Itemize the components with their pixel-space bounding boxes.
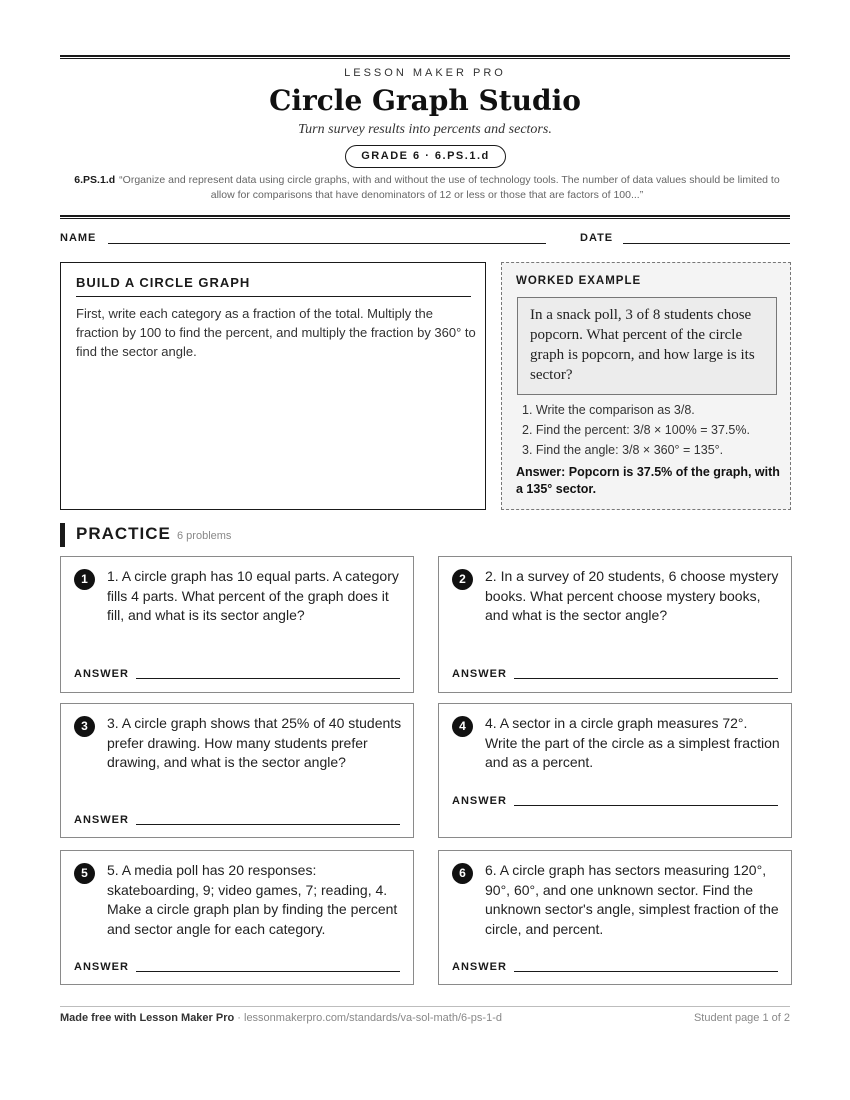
answer-line[interactable] xyxy=(514,971,778,972)
problem-number-badge: 5 xyxy=(74,863,95,884)
problem-card-4 xyxy=(438,703,792,838)
page-title: Circle Graph Studio xyxy=(269,84,581,117)
answer-label: ANSWER xyxy=(74,668,129,680)
answer-label: ANSWER xyxy=(452,795,507,807)
build-title: BUILD A CIRCLE GRAPH xyxy=(76,275,251,290)
standard-code: 6.PS.1.d xyxy=(74,174,116,186)
build-title-underline xyxy=(76,296,471,297)
grade-badge: GRADE 6 · 6.PS.1.d xyxy=(345,145,506,168)
date-label: DATE xyxy=(580,232,614,244)
problem-number-badge: 2 xyxy=(452,569,473,590)
practice-count: 6 problems xyxy=(177,530,232,542)
brand-name: LESSON MAKER PRO xyxy=(344,67,506,79)
problem-text: 6. A circle graph has sectors measuring 120°, 90°, 60°, and one unknown sector. Find the unknown sector's angle, simplest fraction of the circle, and percent. xyxy=(485,862,779,937)
answer-label: ANSWER xyxy=(452,668,507,680)
practice-title: PRACTICE xyxy=(76,524,171,543)
worked-example-step: 1. Write the comparison as 3/8. xyxy=(522,403,695,417)
build-circle-graph-panel xyxy=(60,262,486,510)
answer-line[interactable] xyxy=(514,678,778,679)
footer-rule xyxy=(60,1006,790,1007)
practice-accent-bar xyxy=(60,523,65,547)
name-field[interactable] xyxy=(108,243,546,244)
problem-number-badge: 1 xyxy=(74,569,95,590)
page-subtitle: Turn survey results into percents and sectors. xyxy=(298,122,552,137)
problem-number-badge: 6 xyxy=(452,863,473,884)
answer-label: ANSWER xyxy=(452,961,507,973)
name-label: NAME xyxy=(60,232,97,244)
answer-line[interactable] xyxy=(136,824,400,825)
problem-text: 3. A circle graph shows that 25% of 40 students prefer drawing. How many students prefer drawing, and what is the sector angle? xyxy=(107,715,402,770)
problem-text: 2. In a survey of 20 students, 6 choose mystery books. What percent choose mystery books, and what is the sector angle? xyxy=(485,568,779,623)
date-field[interactable] xyxy=(623,243,790,244)
worked-example-panel xyxy=(501,262,791,510)
worked-example-answer: Answer: Popcorn is 37.5% of the graph, with a 135° sector. xyxy=(516,465,780,496)
build-instructions: First, write each category as a fraction of the total. Multiply the fraction by 100 to find the percent, and multiply the fraction by 360° to find the sector angle. xyxy=(76,306,476,359)
worked-example-steps xyxy=(522,400,787,460)
problem-card-2 xyxy=(438,556,792,693)
footer-url[interactable]: · lessonmakerpro.com/standards/va-sol-math/6-ps-1-d xyxy=(237,1012,502,1024)
top-rule xyxy=(60,55,790,59)
problem-card-3 xyxy=(60,703,414,838)
problem-text: 4. A sector in a circle graph measures 72°. Write the part of the circle as a simplest fraction and as a percent. xyxy=(485,715,780,770)
footer-page-number: Student page 1 of 2 xyxy=(693,1012,790,1024)
footer-made-with: Made free with Lesson Maker Pro xyxy=(60,1012,235,1024)
problem-card-6 xyxy=(438,850,792,985)
answer-line[interactable] xyxy=(514,805,778,806)
header-bottom-rule xyxy=(60,215,790,219)
standard-text: “Organize and represent data using circle graphs, with and without the use of technology tools. The number of data values should be limited to allow for comparisons that have denominators of 12 or less or those that are factors of 100...” xyxy=(119,174,780,201)
standard-description xyxy=(64,173,790,203)
problem-number-badge: 4 xyxy=(452,716,473,737)
problem-text: 1. A circle graph has 10 equal parts. A category fills 4 parts. What percent of the graph does it fill, and what is its sector angle? xyxy=(107,568,399,623)
answer-line[interactable] xyxy=(136,678,400,679)
problem-text: 5. A media poll has 20 responses: skateboarding, 9; video games, 7; reading, 4. Make a circle graph plan by finding the percent and sector angle for each category. xyxy=(107,862,398,937)
worked-example-step: 2. Find the percent: 3/8 × 100% = 37.5%. xyxy=(522,423,750,437)
answer-label: ANSWER xyxy=(74,961,129,973)
answer-label: ANSWER xyxy=(74,814,129,826)
problem-number-badge: 3 xyxy=(74,716,95,737)
worked-example-title: WORKED EXAMPLE xyxy=(516,275,642,287)
footer-credit xyxy=(60,1012,502,1024)
worked-example-step: 3. Find the angle: 3/8 × 360° = 135°. xyxy=(522,443,724,457)
problem-card-1 xyxy=(60,556,414,693)
worked-example-problem: In a snack poll, 3 of 8 students chose popcorn. What percent of the circle graph is popcorn, and how large is its sector? xyxy=(517,297,777,395)
problem-card-5 xyxy=(60,850,414,985)
answer-line[interactable] xyxy=(136,971,400,972)
